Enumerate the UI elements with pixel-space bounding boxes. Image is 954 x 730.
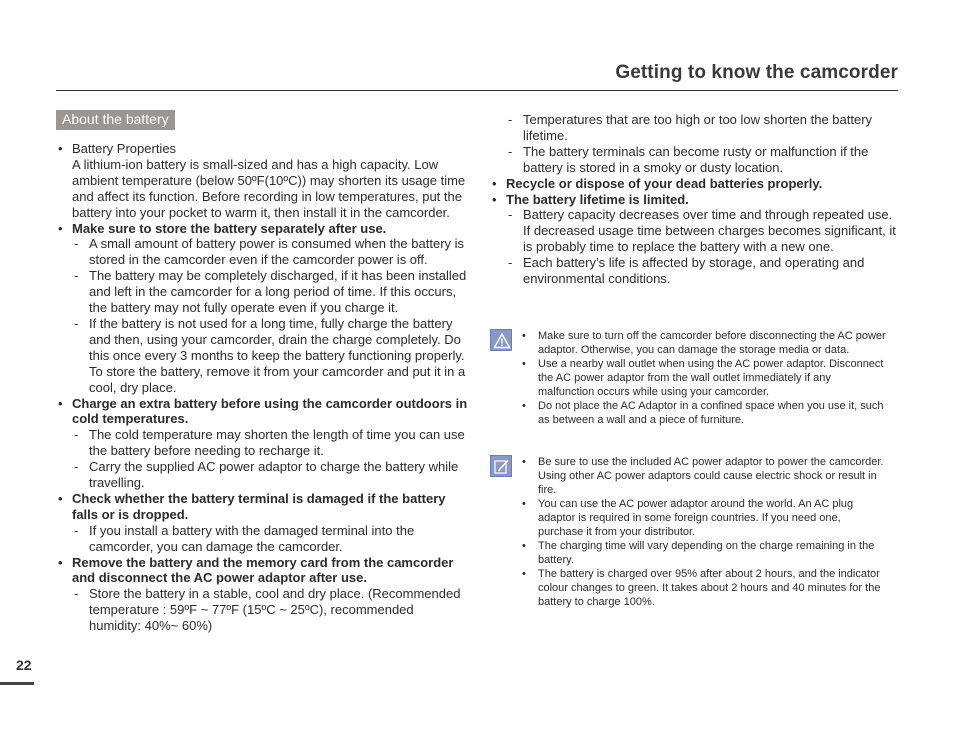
bullet-heading: • Check whether the battery terminal is damaged if the battery falls or is dropped. <box>72 490 446 522</box>
bullet-heading: • Make sure to store the battery separately after use. <box>72 220 387 236</box>
list-item: • The battery is charged over 95% after about 2 hours, and the indicator colour changes to green. It takes about 2 hours and 40 minutes for the battery to charge 100%. <box>522 567 888 609</box>
dash-item: - A small amount of battery power is consumed when the battery is stored in the camcorder even if the camcorder power is off. <box>56 236 468 268</box>
bullet-extra-battery <box>56 396 468 428</box>
caution-list <box>522 329 888 427</box>
dash-item: - Temperatures that are too high or too low shorten the battery lifetime. <box>490 112 900 144</box>
dash-item: - The battery terminals can become rusty or malfunction if the battery is stored in a smoky or dusty location. <box>490 144 900 176</box>
bullet-text: A lithium-ion battery is small-sized and has a high capacity. Low ambient temperature (below 50ºF(10ºC)) may shorten its usage time and affect its function. Before recording in low temperatures, put the battery into your pocket to warm it, then install it in the camcorder. <box>72 156 466 220</box>
bullet-check-terminal <box>56 491 468 523</box>
left-column <box>56 141 468 634</box>
warning-triangle-icon <box>490 329 512 351</box>
list-item: • Make sure to turn off the camcorder before disconnecting the AC power adaptor. Otherwise, you can damage the storage media or data. <box>522 329 888 357</box>
dash-item: - The cold temperature may shorten the length of time you can use the battery before needing to recharge it. <box>56 427 468 459</box>
bullet-heading: • Charge an extra battery before using the camcorder outdoors in cold temperatures. <box>72 395 468 427</box>
list-item: • Be sure to use the included AC power adaptor to power the camcorder. Using other AC power adaptors could cause electric shock or result in fire. <box>522 455 888 497</box>
right-column <box>490 112 900 287</box>
section-heading: About the battery <box>56 110 175 130</box>
bullet-heading: • Battery Properties <box>72 141 177 156</box>
bullet-recycle <box>490 176 900 192</box>
list-item: • Do not place the AC Adaptor in a confined space when you use it, such as between a wall and a piece of furniture. <box>522 399 888 427</box>
page-number-bar <box>0 682 34 685</box>
list-item: • Use a nearby wall outlet when using the AC power adaptor. Disconnect the AC power adaptor from the wall outlet immediately if any malfunction occurs while using your camcorder. <box>522 357 888 399</box>
list-item: • You can use the AC power adaptor around the world. An AC plug adaptor is required in some foreign countries. If you need one, purchase it from your distributor. <box>522 497 888 539</box>
bullet-lifetime <box>490 192 900 208</box>
dash-item: - Carry the supplied AC power adaptor to charge the battery while travelling. <box>56 459 468 491</box>
bullet-heading: • Remove the battery and the memory card from the camcorder and disconnect the AC power adaptor after use. <box>72 554 454 586</box>
page-number: 22 <box>16 657 32 673</box>
dash-item: - Store the battery in a stable, cool and dry place. (Recommended temperature : 59ºF ~ 77ºF (15ºC ~ 25ºC), recommended humidity: 40%~ 60%) <box>56 586 468 634</box>
dash-item: - Each battery’s life is affected by storage, and operating and environmental conditions. <box>490 255 900 287</box>
dash-item: - If the battery is not used for a long time, fully charge the battery and then, using your camcorder, drain the charge completely. Do this once every 3 months to keep the battery functioning properly. To store the battery, remove it from your camcorder and put it in a cool, dry place. <box>56 316 468 396</box>
dash-item: - Battery capacity decreases over time and through repeated use. If decreased usage time between charges becomes significant, it is probably time to replace the battery with a new one. <box>490 207 900 255</box>
page-title: Getting to know the camcorder <box>615 62 898 83</box>
dash-item: - The battery may be completely discharged, if it has been installed and left in the camcorder for a long period of time. If this occurs, the battery may not fully operate even if you charge it. <box>56 268 468 316</box>
list-item: • The charging time will vary depending on the charge remaining in the battery. <box>522 539 888 567</box>
bullet-store-separately <box>56 221 468 237</box>
memo-list <box>522 455 888 609</box>
bullet-heading: • Recycle or dispose of your dead batteries properly. <box>506 175 823 191</box>
pencil-note-icon <box>490 455 512 477</box>
bullet-heading: • The battery lifetime is limited. <box>506 191 689 207</box>
dash-item: - If you install a battery with the damaged terminal into the camcorder, you can damage the camcorder. <box>56 523 468 555</box>
bullet-battery-properties <box>56 141 468 221</box>
bullet-remove-battery <box>56 555 468 587</box>
title-divider <box>56 90 898 91</box>
